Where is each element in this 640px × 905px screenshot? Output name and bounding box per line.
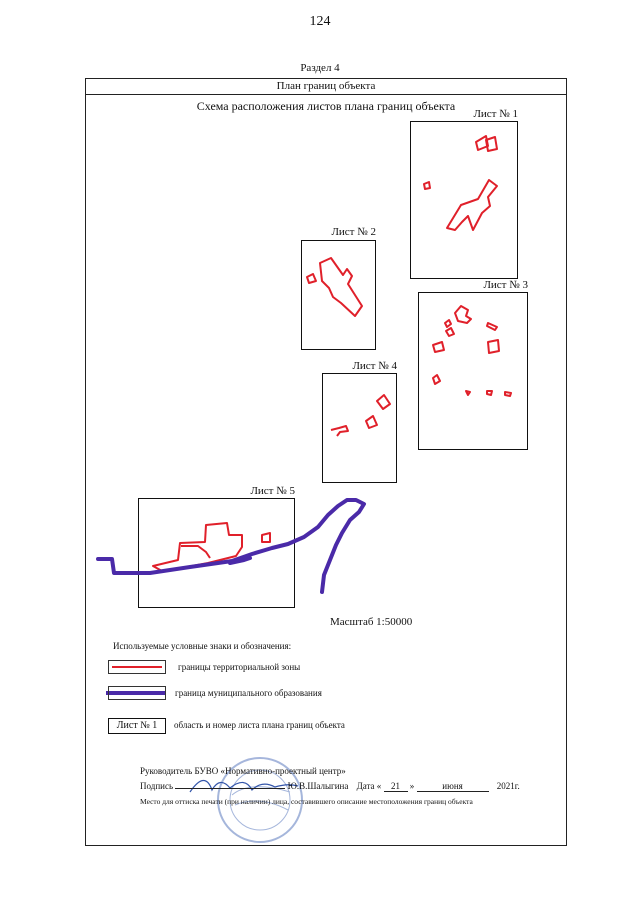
- sheet-label-2: Лист № 2: [331, 226, 376, 238]
- zone-outline: [447, 180, 497, 230]
- zone-outline: [488, 340, 499, 353]
- municipal-boundary: [98, 500, 364, 592]
- scale-label: Масштаб 1:50000: [330, 616, 413, 628]
- zone-outline: [486, 137, 497, 151]
- zone-outline: [181, 546, 210, 558]
- signer-name: Ю.В.Шалыгина: [287, 781, 349, 791]
- zone-outline: [433, 342, 444, 352]
- legend-municipal-text: граница муниципального образования: [175, 688, 322, 698]
- legend-zone-symbol: [108, 660, 166, 674]
- zone-outline: [433, 375, 440, 384]
- zone-outline: [366, 416, 377, 428]
- frame-title: План границ объекта: [85, 78, 567, 95]
- stamp-note: Место для оттиска печати (при наличии) лица, составившего описание местоположения границ объекта: [140, 797, 473, 806]
- zone-outline: [424, 182, 430, 189]
- legend-title: Используемые условные знаки и обозначения:: [113, 641, 292, 651]
- scheme-title: Схема расположения листов плана границ объекта: [196, 99, 456, 113]
- zone-outline: [466, 391, 470, 395]
- zone-outline: [331, 426, 348, 436]
- legend-sheet-box: Лист № 1: [108, 718, 166, 734]
- zone-outline: [307, 274, 316, 283]
- date-day: 21: [384, 781, 408, 792]
- sheet-label-5: Лист № 5: [250, 485, 295, 497]
- date-year: 2021г.: [496, 781, 520, 791]
- page-number: 124: [309, 14, 331, 29]
- signature-line: [140, 781, 520, 792]
- section-label: Раздел 4: [300, 62, 340, 74]
- sheet-label-4: Лист № 4: [352, 360, 397, 372]
- date-label: Дата «: [356, 781, 382, 791]
- zone-outline: [445, 320, 451, 327]
- legend-municipal-symbol: [108, 686, 166, 700]
- sign-blank: [175, 788, 285, 789]
- zone-outline: [320, 258, 362, 316]
- zone-outline: [455, 306, 471, 323]
- sheet-label-3: Лист № 3: [483, 279, 528, 291]
- zone-outline: [377, 395, 390, 409]
- sign-label: Подпись: [140, 781, 174, 791]
- sheet-label-1: Лист № 1: [473, 108, 518, 120]
- signature-line-head: Руководитель БУВО «Нормативно-проектный центр»: [140, 766, 346, 776]
- zone-outline: [446, 328, 454, 336]
- legend-zone-text: границы территориальной зоны: [178, 662, 301, 672]
- zone-outline: [487, 391, 492, 395]
- zone-outline: [262, 533, 270, 542]
- legend-sheet-text: область и номер листа плана границ объекта: [174, 720, 345, 730]
- zone-outline: [487, 323, 497, 330]
- date-mid: »: [409, 781, 415, 791]
- zone-outline: [505, 392, 511, 396]
- date-month: июня: [417, 781, 489, 792]
